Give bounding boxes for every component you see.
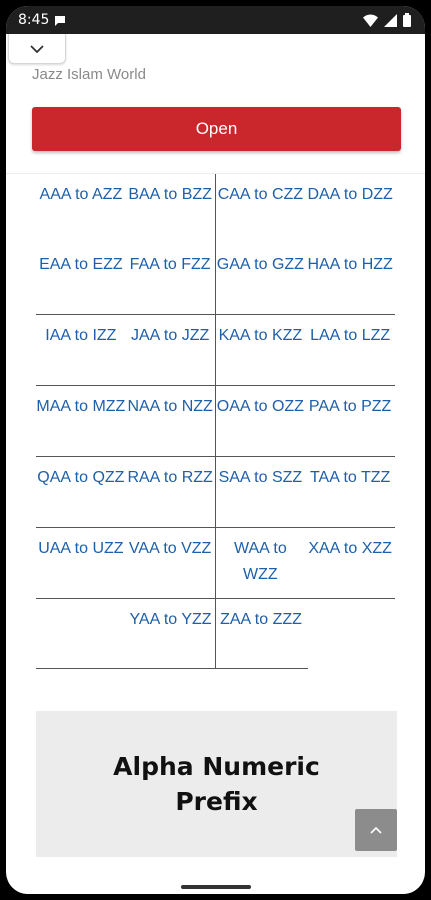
battery-icon [403,13,411,27]
grid-row [36,528,395,599]
chevron-down-icon [30,45,44,53]
chevron-up-icon [370,826,382,834]
alpha-numeric-banner[interactable] [36,711,397,857]
prefix-link[interactable]: CAA to CZZ [217,186,304,203]
prefix-link[interactable]: VAA to VZZ [126,528,216,598]
prefix-link[interactable]: NAA to NZZ [126,386,216,456]
scroll-to-top-button[interactable] [355,809,397,851]
prefix-link[interactable]: MAA to MZZ [36,398,126,415]
prefix-link[interactable]: ZAA to ZZZ [220,611,302,628]
collapse-ad-button[interactable] [8,34,66,64]
ad-banner [6,34,425,174]
home-gesture-handle[interactable] [181,885,251,889]
prefix-link[interactable]: JAA to JZZ [126,315,216,385]
prefix-link[interactable]: RAA to RZZ [126,457,216,527]
grid-row [36,174,395,244]
prefix-link[interactable]: HAA to HZZ [307,256,393,273]
phone-screen [6,6,425,894]
grid-row [36,599,395,669]
grid-divider [36,668,308,669]
prefix-link[interactable]: IAA to IZZ [45,327,117,344]
prefix-link[interactable]: GAA to GZZ [216,256,304,273]
prefix-link[interactable]: FAA to FZZ [126,244,216,314]
prefix-grid [36,174,395,669]
grid-block [36,174,395,315]
status-icons [363,13,411,27]
prefix-link[interactable]: PAA to PZZ [308,398,392,415]
signal-icon [384,14,397,27]
prefix-link[interactable]: KAA to KZZ [218,327,303,344]
grid-row [36,386,395,457]
status-bar [6,6,425,34]
prefix-link[interactable]: YAA to YZZ [126,599,216,669]
prefix-link[interactable]: WAA to WZZ [233,540,287,583]
wifi-icon [363,14,378,27]
prefix-link[interactable]: OAA to OZZ [216,398,304,415]
prefix-link[interactable]: XAA to XZZ [308,540,392,557]
prefix-link[interactable]: EAA to EZZ [39,256,123,273]
grid-row [36,244,395,314]
prefix-link[interactable]: QAA to QZZ [37,469,125,486]
prefix-link[interactable]: BAA to BZZ [126,174,216,244]
chat-notification-icon [54,14,66,32]
grid-row [36,457,395,528]
prefix-link[interactable]: TAA to TZZ [309,469,391,486]
ad-title: Jazz Islam World [32,66,146,83]
prefix-link[interactable]: AAA to AZZ [39,186,123,203]
empty-cell [36,599,126,669]
status-time: 8:45 [18,12,50,28]
prefix-link[interactable]: DAA to DZZ [307,186,393,203]
prefix-link[interactable]: SAA to SZZ [218,469,303,486]
prefix-link[interactable]: LAA to LZZ [310,327,391,344]
prefix-link[interactable]: UAA to UZZ [38,540,124,557]
grid-row [36,315,395,386]
open-button[interactable]: Open [32,107,401,151]
banner-title: Alpha Numeric Prefix [113,752,320,816]
